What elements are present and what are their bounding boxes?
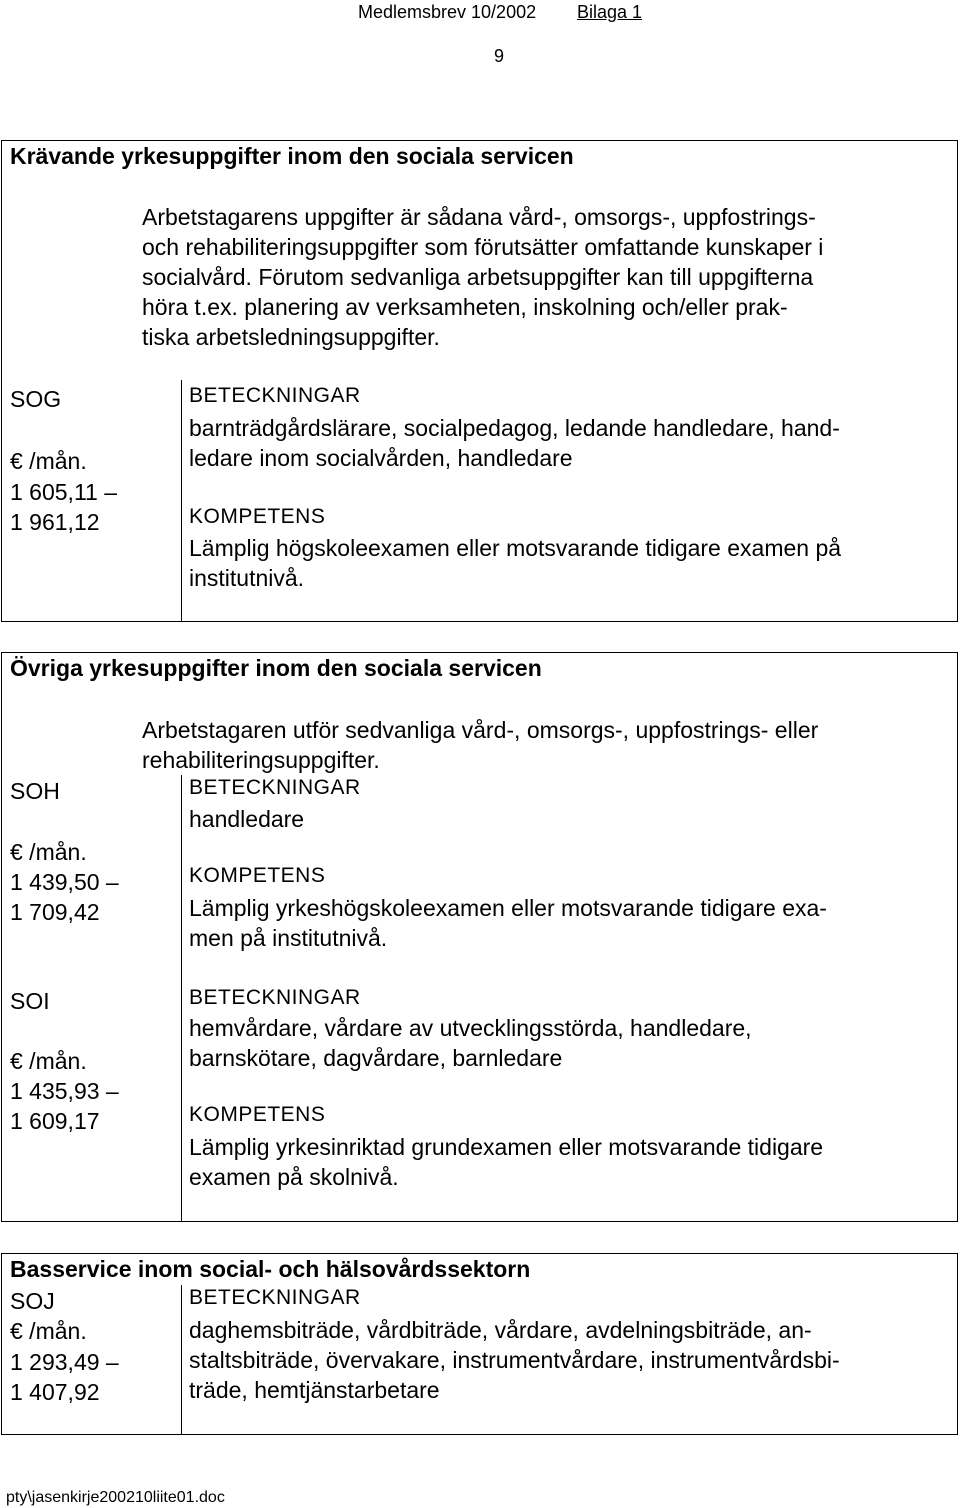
salary-code: SOJ <box>10 1288 55 1314</box>
salary-max: 1 709,42 <box>10 899 100 925</box>
salary-code: SOG <box>10 386 62 412</box>
titles-line: träde, hemtjänstarbetare <box>189 1377 440 1403</box>
salary-max: 1 609,17 <box>10 1108 100 1134</box>
competence-line: examen på skolnivå. <box>189 1164 399 1190</box>
salary-max: 1 407,92 <box>10 1379 100 1405</box>
section-2-divider <box>181 775 182 1222</box>
competence-label: KOMPETENS <box>189 1103 326 1126</box>
page-number: 9 <box>494 46 505 66</box>
section-1-title: Krävande yrkesuppgifter inom den sociala servicen <box>10 143 574 169</box>
titles-line: hemvårdare, vårdare av utvecklingsstörda, handledare, <box>189 1015 752 1041</box>
section-2-intro-line: Arbetstagaren utför sedvanliga vård-, omsorgs-, uppfostrings- eller <box>142 717 819 743</box>
section-2-title: Övriga yrkesuppgifter inom den sociala servicen <box>10 655 542 681</box>
section-1-intro-line: och rehabiliteringsuppgifter som förutsätter omfattande kunskaper i <box>142 234 824 260</box>
salary-min: 1 293,49 – <box>10 1349 119 1375</box>
salary-unit: € /mån. <box>10 448 87 474</box>
salary-unit: € /mån. <box>10 1318 87 1344</box>
titles-line: barnträdgårdslärare, socialpedagog, ledande handledare, hand- <box>189 415 840 441</box>
salary-code: SOH <box>10 778 60 804</box>
titles-label: BETECKNINGAR <box>189 384 361 407</box>
section-3-title: Basservice inom social- och hälsovårdssektorn <box>10 1256 531 1282</box>
section-1-intro-line: socialvård. Förutom sedvanliga arbetsuppgifter kan till uppgifterna <box>142 264 814 290</box>
salary-min: 1 439,50 – <box>10 869 119 895</box>
section-1-divider <box>181 380 182 622</box>
titles-label: BETECKNINGAR <box>189 776 361 799</box>
header-doc-title: Medlemsbrev 10/2002 <box>358 2 537 22</box>
titles-label: BETECKNINGAR <box>189 1286 361 1309</box>
header-attachment: Bilaga 1 <box>577 2 643 22</box>
competence-line: men på institutnivå. <box>189 925 388 951</box>
competence-label: KOMPETENS <box>189 864 326 887</box>
titles-line: handledare <box>189 806 305 832</box>
titles-line: barnskötare, dagvårdare, barnledare <box>189 1045 563 1071</box>
salary-unit: € /mån. <box>10 839 87 865</box>
section-1-intro-line: tiska arbetsledningsuppgifter. <box>142 324 440 350</box>
titles-line: ledare inom socialvården, handledare <box>189 445 573 471</box>
footer-file-path: pty\jasenkirje200210liite01.doc <box>6 1489 225 1506</box>
section-1-intro-line: höra t.ex. planering av verksamheten, inskolning och/eller prak- <box>142 294 788 320</box>
titles-line: daghemsbiträde, vårdbiträde, vårdare, avdelningsbiträde, an- <box>189 1317 812 1343</box>
competence-label: KOMPETENS <box>189 505 326 528</box>
salary-max: 1 961,12 <box>10 509 100 535</box>
section-3-divider <box>181 1285 182 1435</box>
section-2-intro-line: rehabiliteringsuppgifter. <box>142 747 380 773</box>
salary-min: 1 605,11 – <box>10 479 118 505</box>
titles-label: BETECKNINGAR <box>189 986 361 1009</box>
section-1-intro-line: Arbetstagarens uppgifter är sådana vård-, omsorgs-, uppfostrings- <box>142 204 816 230</box>
competence-line: Lämplig yrkeshögskoleexamen eller motsvarande tidigare exa- <box>189 895 827 921</box>
salary-code: SOI <box>10 988 50 1014</box>
salary-min: 1 435,93 – <box>10 1078 119 1104</box>
competence-line: Lämplig högskoleexamen eller motsvarande tidigare examen på <box>189 535 842 561</box>
competence-line: institutnivå. <box>189 565 305 591</box>
salary-unit: € /mån. <box>10 1048 87 1074</box>
titles-line: staltsbiträde, övervakare, instrumentvårdare, instrumentvårdsbi- <box>189 1347 840 1373</box>
competence-line: Lämplig yrkesinriktad grundexamen eller motsvarande tidigare <box>189 1134 824 1160</box>
